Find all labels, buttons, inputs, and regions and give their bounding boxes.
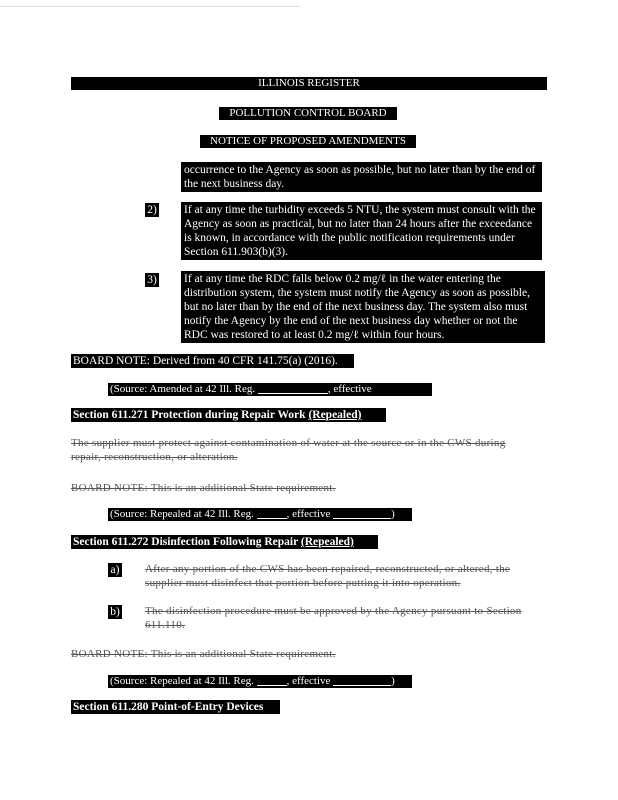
section-611-272-heading	[71, 535, 378, 549]
board-note-2-struck: BOARD NOTE: This is an additional State requirement.	[71, 482, 336, 494]
continuation-text: occurrence to the Agency as soon as possible, but no later than by the end of the next business day.	[184, 164, 536, 190]
section-271-repealed-tag: (Repealed)	[308, 409, 362, 421]
item-2-paragraph	[181, 202, 542, 260]
source-2-date-blank	[333, 509, 391, 519]
section-280-title: Section 611.280 Point-of-Entry Devices	[73, 701, 264, 713]
source-note-1	[108, 383, 432, 408]
source-note-3	[108, 675, 412, 688]
board-note-1: BOARD NOTE: Derived from 40 CFR 141.75(a) (2016).	[71, 354, 354, 368]
item-3-paragraph	[181, 271, 545, 343]
source-1-suffix: )	[180, 396, 184, 408]
register-header	[71, 77, 547, 90]
board-title: POLLUTION CONTROL BOARD	[229, 107, 387, 119]
source-1-date-blank	[110, 397, 180, 407]
section-271-struck-text: The supplier must protect against contamination of water at the source or in the CWS during repair, reconstruction, or alteration.	[71, 437, 506, 463]
item-2-number: 2)	[145, 203, 159, 217]
section-272-title: Section 611.272 Disinfection Following Repair	[73, 536, 298, 548]
scan-edge-line	[0, 6, 300, 7]
source-2-reg-blank	[257, 509, 287, 519]
source-3-suffix: )	[391, 675, 395, 687]
section-611-271-heading	[71, 408, 386, 422]
section-611-280-heading	[71, 700, 280, 714]
source-1-prefix: (Source: Amended at 42 Ill. Reg.	[110, 383, 256, 395]
register-title: ILLINOIS REGISTER	[258, 77, 360, 89]
notice-title: NOTICE OF PROPOSED AMENDMENTS	[210, 135, 406, 147]
source-2-suffix: )	[391, 508, 395, 520]
item-b-struck-text: The disinfection procedure must be approved by the Agency pursuant to Section 611.110.	[145, 605, 522, 631]
item-3-text: If at any time the RDC falls below 0.2 mg/ℓ in the water entering the distribution system, the system must notify the Agency as soon as possible, but no later than by the end of the next business day. The system also must notify the Agency by the end of the next business day whether or not the RDC was restored to at least 0.2 mg/ℓ within four hours.	[184, 273, 530, 341]
source-3-date-blank	[333, 676, 391, 686]
section-271-title: Section 611.271 Protection during Repair Work	[73, 409, 306, 421]
item-3-number: 3)	[145, 273, 159, 287]
item-a-struck-text: After any portion of the CWS has been repaired, reconstructed, or altered, the supplier must disinfect that portion before putting it into operation.	[145, 563, 511, 589]
source-3-middle: , effective	[286, 675, 331, 687]
source-3-prefix: (Source: Repealed at 42 Ill. Reg.	[110, 675, 254, 687]
section-272-repealed-tag: (Repealed)	[300, 536, 354, 548]
notice-header	[200, 135, 416, 148]
source-3-reg-blank	[257, 676, 287, 686]
source-2-prefix: (Source: Repealed at 42 Ill. Reg.	[110, 508, 254, 520]
source-2-middle: , effective	[286, 508, 331, 520]
source-note-2	[108, 508, 412, 521]
continuation-paragraph	[181, 162, 542, 192]
item-2-text: If at any time the turbidity exceeds 5 NTU, the system must consult with the Agency as soon as practical, but no later than 24 hours after the exceedance is known, in accordance with the public notification requirements under Section 611.903(b)(3).	[184, 204, 536, 258]
board-note-3-struck: BOARD NOTE: This is an additional State requirement.	[71, 648, 336, 660]
board-header	[219, 107, 397, 120]
source-1-reg-blank	[258, 384, 328, 394]
item-b-number: b)	[108, 605, 122, 619]
item-a-number: a)	[108, 563, 122, 577]
source-1-middle: , effective	[327, 383, 372, 395]
